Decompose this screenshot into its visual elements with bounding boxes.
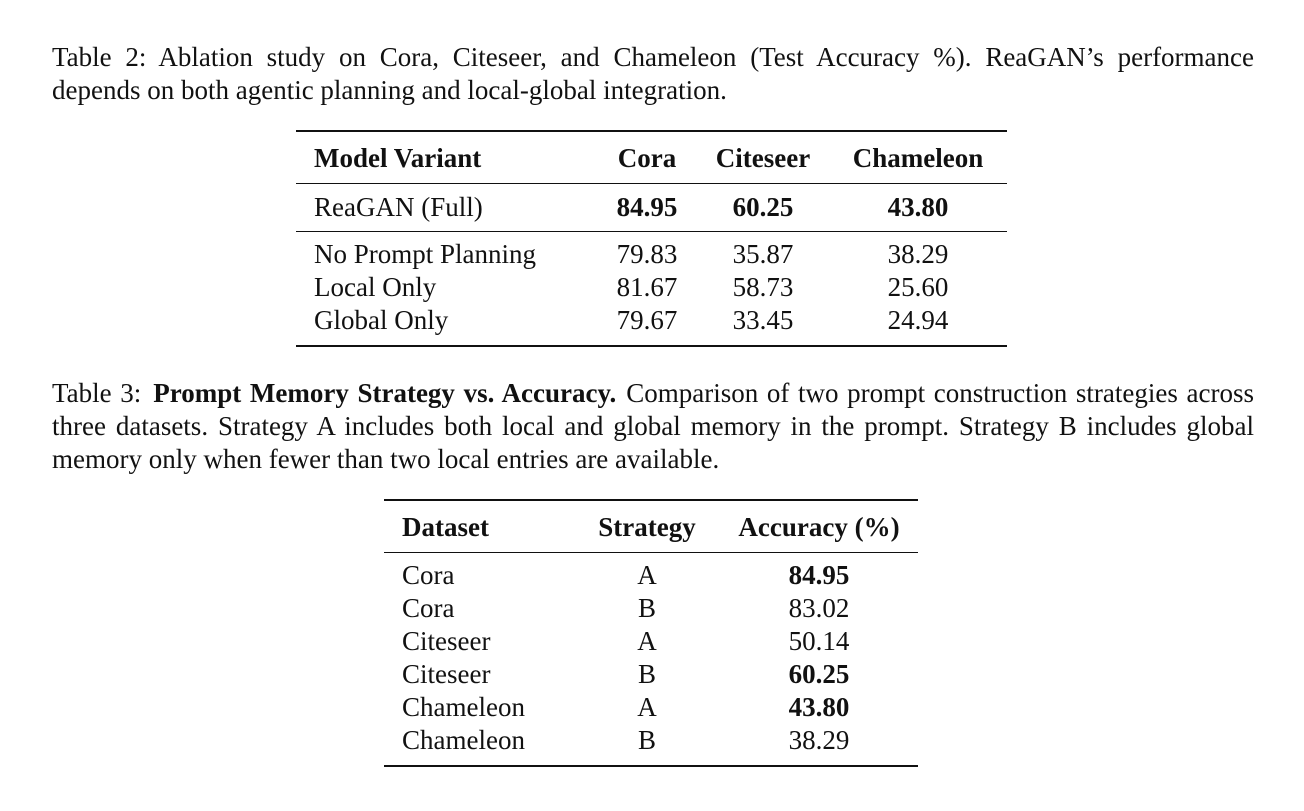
header-accuracy: Accuracy (%) [720, 500, 918, 553]
table3-caption-title: Prompt Memory Strategy vs. Accuracy. [153, 378, 617, 408]
ablation-table [296, 130, 1007, 347]
table3-caption-label: Table 3: [52, 378, 142, 408]
cell-chameleon: 43.80 [829, 184, 1007, 232]
table-row [384, 691, 918, 724]
cell-dataset: Cora [402, 560, 455, 590]
table-header-row [296, 131, 1007, 184]
table-row [384, 592, 918, 625]
cell-variant: Local Only [314, 272, 437, 302]
header-dataset: Dataset [384, 500, 574, 553]
table-row [296, 184, 1007, 232]
cell-strategy: A [637, 626, 657, 656]
header-chameleon: Chameleon [829, 131, 1007, 184]
cell-cora: 84.95 [597, 184, 697, 232]
header-citeseer: Citeseer [697, 131, 829, 184]
cell-citeseer: 58.73 [732, 272, 794, 302]
cell-strategy: A [637, 692, 657, 722]
table-row [384, 724, 918, 766]
cell-strategy: B [637, 593, 656, 623]
table-row [384, 553, 918, 593]
cell-chameleon: 25.60 [887, 272, 949, 302]
table-row [296, 271, 1007, 304]
cell-citeseer: 33.45 [697, 304, 829, 346]
cell-variant: ReaGAN (Full) [296, 184, 597, 232]
cell-variant: Global Only [296, 304, 597, 346]
table-row [296, 304, 1007, 346]
table3-caption-text: Comparison of two prompt construction strategies across three datasets. Strategy A includes both local and global memory in the prompt. Strategy B includes global memory only when fewer than two local entries are available. [52, 378, 1255, 474]
table-row [296, 232, 1007, 272]
table2-caption-text: Ablation study on Cora, Citeseer, and Chameleon (Test Accuracy %). ReaGAN’s performance depends on both agentic planning and local-global integration. [52, 42, 1254, 105]
cell-accuracy: 60.25 [788, 659, 850, 689]
cell-citeseer: 35.87 [732, 239, 794, 269]
cell-chameleon: 38.29 [887, 239, 949, 269]
header-strategy: Strategy [574, 500, 720, 553]
table3-caption [52, 377, 1254, 476]
cell-dataset: Citeseer [402, 659, 491, 689]
cell-strategy: B [637, 659, 656, 689]
header-cora: Cora [597, 131, 697, 184]
table-row [384, 658, 918, 691]
cell-strategy: A [637, 560, 657, 590]
cell-citeseer: 60.25 [697, 184, 829, 232]
cell-chameleon: 24.94 [829, 304, 1007, 346]
table-row [384, 625, 918, 658]
table2-caption-label: Table 2: [52, 42, 147, 72]
cell-accuracy: 84.95 [788, 560, 850, 590]
table2-caption [52, 41, 1254, 107]
cell-variant: No Prompt Planning [314, 239, 537, 269]
cell-accuracy: 38.29 [720, 724, 918, 766]
cell-dataset: Chameleon [384, 724, 574, 766]
cell-cora: 79.83 [616, 239, 678, 269]
table-header-row [384, 500, 918, 553]
cell-accuracy: 43.80 [788, 692, 850, 722]
cell-accuracy: 83.02 [788, 593, 850, 623]
header-model-variant: Model Variant [296, 131, 597, 184]
cell-dataset: Cora [402, 593, 455, 623]
cell-cora: 79.67 [597, 304, 697, 346]
cell-strategy: B [574, 724, 720, 766]
strategy-table [384, 499, 918, 767]
cell-dataset: Chameleon [402, 692, 525, 722]
cell-cora: 81.67 [616, 272, 678, 302]
cell-dataset: Citeseer [402, 626, 491, 656]
cell-accuracy: 50.14 [788, 626, 850, 656]
